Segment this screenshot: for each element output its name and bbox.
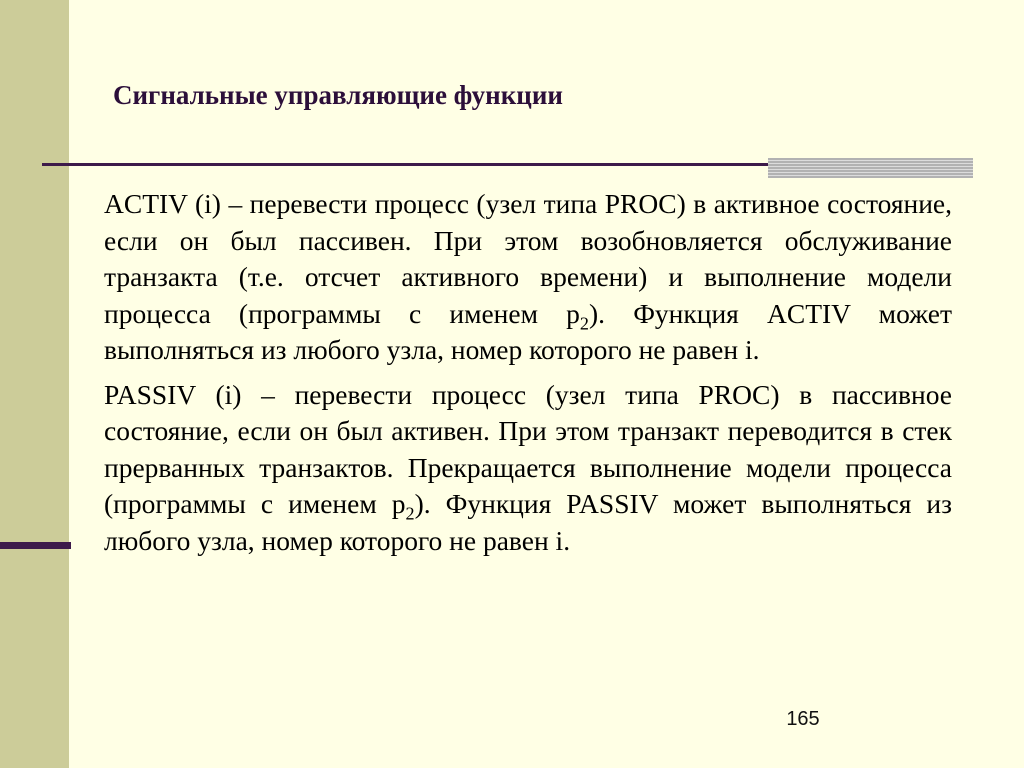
paragraph-passiv bbox=[104, 377, 952, 560]
decorative-grey-bar bbox=[768, 158, 973, 178]
subscript: 2 bbox=[405, 503, 415, 524]
page-number: 165 bbox=[786, 708, 820, 730]
subscript: 2 bbox=[579, 312, 589, 333]
paragraph-activ bbox=[104, 186, 952, 369]
paragraph-activ-text: – перевести процесс (узел типа PROC) в активное состояние, если он был пассивен. При этом возобновляется обслуживание транзакта (т.е. отсчет активного времени) и выполнение модели процесса (программы с именем p bbox=[104, 188, 952, 329]
function-term-activ: ACTIV (i) bbox=[104, 188, 221, 219]
paragraph-activ-text-end: ). Функция ACTIV может выполняться из любого узла, номер которого не равен i. bbox=[104, 297, 952, 365]
paragraph-passiv-text: – перевести процесс (узел типа PROC) в пассивное состояние, если он был активен. При этом транзакт переводится в стек прерванных транзактов. Прекращается выполнение модели процесса (программы с именем p bbox=[104, 378, 952, 519]
slide-body bbox=[104, 186, 952, 559]
slide-title: Сигнальные управляющие функции bbox=[113, 80, 563, 110]
function-term-passiv: PASSIV (i) bbox=[104, 378, 242, 410]
left-decorative-band bbox=[0, 0, 69, 768]
left-band-marker bbox=[0, 542, 71, 549]
paragraph-passiv-text-end: ). Функция PASSIV может выполняться из любого узла, номер которого не равен i. bbox=[104, 488, 952, 556]
